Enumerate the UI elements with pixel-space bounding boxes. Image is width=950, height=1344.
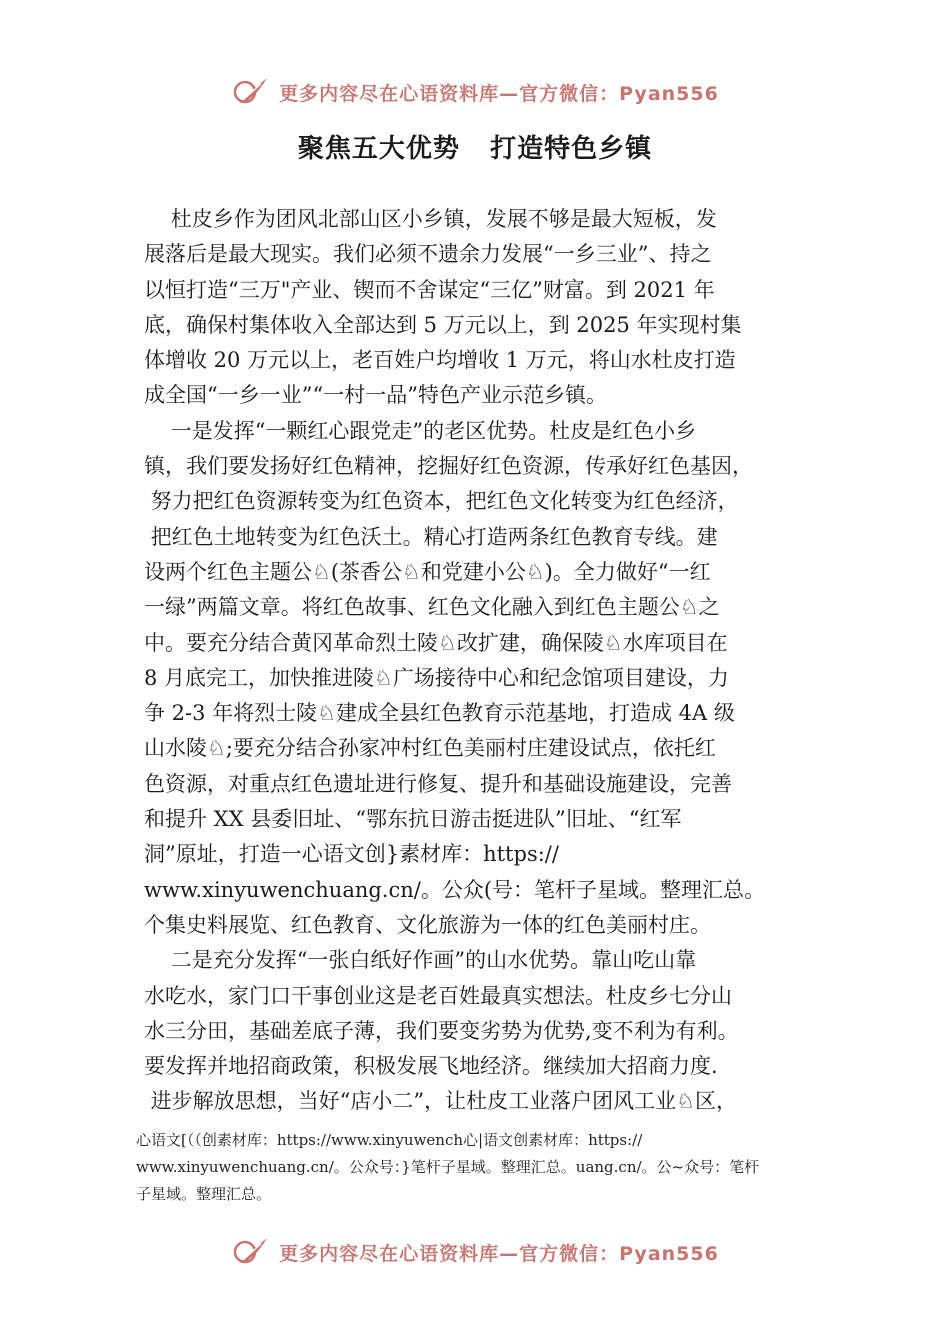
body-text-line: 成全国“一乡一业”“一村一品”特色产业示范乡镇。	[144, 383, 607, 408]
body-text-line: 杜皮乡作为团风北部山区小乡镇，发展不够是最大短板，发	[144, 207, 717, 231]
body-text-line: 以恒打造“三万"产业、锲而不舍谋定“三亿”财富。到 2021 年	[144, 277, 715, 302]
body-text-line: 进步解放思想，当好“店小二”，让杜皮工业落户团风工业♘区，	[144, 1089, 737, 1114]
body-text-line: 水三分田，基础差底子薄，我们要变劣势为优势,变不利为有利。	[144, 1018, 739, 1043]
body-text-line: 设两个红色主题公♘(茶香公♘和党建小公♘)。全力做好“一红	[144, 559, 711, 584]
body-text-line: 个集史料展览、红色教育、文化旅游为一体的红色美丽村庄。	[144, 912, 711, 937]
page-title: 聚焦五大优势 打造特色乡镇	[297, 134, 653, 164]
body-text-line: 水吃水，家门口干事创业这是老百姓最真实想法。杜皮乡七分山	[144, 983, 732, 1008]
body-text-line: 把红色土地转变为红色沃土。精心打造两条红色教育专线。建	[144, 524, 718, 549]
body-text-line: 展落后是最大现实。我们必须不遗余力发展“一乡三业”、持之	[144, 242, 712, 267]
body-text-line: 争 2-3 年将烈士陵♘建成全县红色教育示范基地，打造成 4A 级	[144, 701, 735, 726]
body-text-line: 一绿”两篇文章。将红色故事、红色文化融入到红色主题公♘之	[144, 595, 720, 620]
body-text-line: 要发挥并地招商政策，积极发展飞地经济。继续加大招商力度.	[144, 1054, 718, 1079]
footnote-line: 子星域。整理汇总。	[136, 1185, 272, 1203]
feather-logo-icon	[231, 1232, 271, 1272]
body-text-line: 底，确保村集体收入全部达到 5 万元以上，到 2025 年实现村集	[144, 312, 742, 337]
body-text-line: 二是充分发挥“一张白纸好作画”的山水优势。靠山吃山靠	[144, 948, 697, 973]
body-text-line: 8 月底完工，加快推进陵♘广场接待中心和纪念馆项目建设，力	[144, 665, 729, 690]
footnote-line: www.xinyuwenchuang.cn/。公众号：}笔杆子星域。整理汇总。uang.cn/。公~众号：笔杆	[136, 1158, 760, 1176]
body-text-line: 镇，我们要发扬好红色精神，挖掘好红色资源，传承好红色基因，	[144, 454, 753, 479]
body-text-line: 色资源，对重点红色遗址进行修复、提升和基础设施建设，完善	[144, 771, 732, 796]
header-banner	[0, 70, 950, 114]
body-text-line: 山水陵♘;要充分结合孙家冲村红色美丽村庄建设试点，依托红	[144, 736, 716, 761]
feather-logo-icon	[231, 72, 271, 112]
body-text-line: 中。要充分结合黄冈革命烈土陵♘改扩建，确保陵♘水库项目在	[144, 630, 728, 655]
footnote-line: 心语文[（（创素材库：https://www.xinyuwench心|语文创素材库：https://	[136, 1131, 643, 1149]
body-text-line: www.xinyuwenchuang.cn/。公众(号：笔杆子星域。整理汇总。	[144, 877, 766, 902]
header-banner-text: 更多内容尽在心语资料库—官方微信：Pyan556	[279, 82, 719, 105]
document-body	[144, 202, 820, 1120]
footer-banner-text: 更多内容尽在心语资料库—官方微信：Pyan556	[279, 1242, 719, 1265]
footer-banner	[0, 1230, 950, 1274]
body-text-line: 体增收 20 万元以上，老百姓户均增收 1 万元，将山水杜皮打造	[144, 348, 736, 373]
body-text-line: 和提升 XX 县委旧址、“鄂东抗日游击挺进队”旧址、“红军	[144, 807, 682, 832]
body-text-line: 努力把红色资源转变为红色资本，把红色文化转变为红色经济，	[144, 489, 739, 514]
body-text-line: 一是发挥“一颗红心跟党走”的老区优势。杜皮是红色小乡	[144, 418, 697, 443]
body-text-line: 洞”原址，打造一心语文创}素材库：https://	[144, 842, 559, 867]
footnote	[136, 1127, 826, 1208]
